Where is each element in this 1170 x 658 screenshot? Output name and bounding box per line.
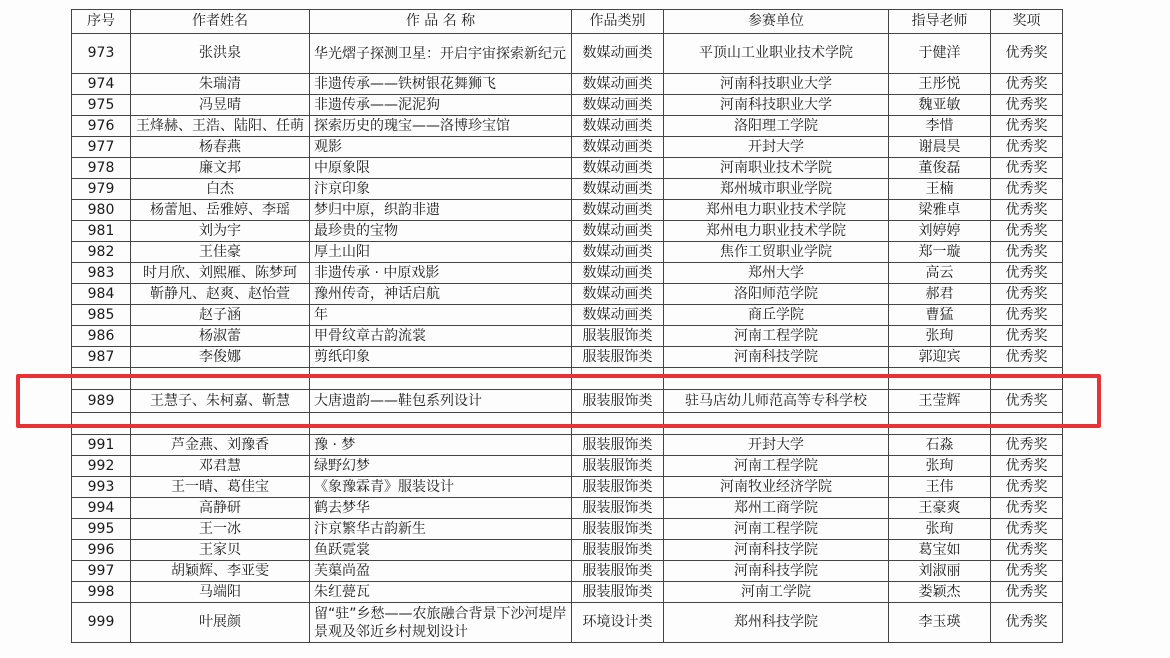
- cell-unit: 河南科技职业大学: [664, 74, 889, 95]
- cell-no: 992: [72, 456, 131, 477]
- cell-author: 刘为宇: [131, 221, 310, 242]
- cell-category: 服装服饰类: [572, 540, 664, 561]
- cell-unit: 郑州电力职业技术学院: [664, 221, 889, 242]
- cell-teacher: 曹猛: [889, 305, 991, 326]
- cell-unit: 郑州电力职业技术学院: [664, 200, 889, 221]
- cell-no: 978: [72, 158, 131, 179]
- cell-category: 数媒动画类: [572, 158, 664, 179]
- cell-category: 服装服饰类: [572, 326, 664, 347]
- cell-category: 服装服饰类: [572, 519, 664, 540]
- cell-no: 974: [72, 74, 131, 95]
- cell-author: 胡颖辉、李亚雯: [131, 561, 310, 582]
- cell-category: 数媒动画类: [572, 95, 664, 116]
- cell-author: 张洪泉: [131, 34, 310, 74]
- header-author: 作者姓名: [131, 10, 310, 34]
- cell-no: 996: [72, 540, 131, 561]
- gap-cell: [991, 413, 1063, 435]
- cell-no: 999: [72, 603, 131, 643]
- cell-author: 马端阳: [131, 582, 310, 603]
- cell-no: 985: [72, 305, 131, 326]
- table-row: [72, 263, 1063, 284]
- gap-cell: [664, 413, 889, 435]
- gap-cell: [572, 413, 664, 435]
- cell-category: 数媒动画类: [572, 305, 664, 326]
- gap-cell: [310, 413, 572, 435]
- cell-no: 995: [72, 519, 131, 540]
- cell-teacher: 董俊磊: [889, 158, 991, 179]
- cell-author: 王烽赫、王浩、陆阳、任萌: [131, 116, 310, 137]
- cell-work: 豫州传奇，神话启航: [310, 284, 572, 305]
- cell-unit: 河南工程学院: [664, 326, 889, 347]
- cell-teacher: 于健洋: [889, 34, 991, 74]
- cell-work: 鱼跃霓裳: [310, 540, 572, 561]
- cell-teacher: 郝君: [889, 284, 991, 305]
- table-row: [72, 540, 1063, 561]
- cell-teacher: 张珣: [889, 456, 991, 477]
- header-award: 奖项: [991, 10, 1063, 34]
- cell-award: 优秀奖: [991, 242, 1063, 263]
- cell-teacher: 葛宝如: [889, 540, 991, 561]
- cell-award: 优秀奖: [991, 179, 1063, 200]
- table-row: [72, 326, 1063, 347]
- cell-author: 王慧子、朱柯嘉、靳慧: [131, 390, 310, 413]
- cell-award: 优秀奖: [991, 456, 1063, 477]
- cell-author: 靳静凡、赵爽、赵怡萱: [131, 284, 310, 305]
- table-row: [72, 137, 1063, 158]
- gap-cell: [72, 368, 131, 390]
- cell-teacher: 王豪爽: [889, 498, 991, 519]
- cell-award: 优秀奖: [991, 74, 1063, 95]
- cell-award: 优秀奖: [991, 326, 1063, 347]
- cell-teacher: 郭迎宾: [889, 347, 991, 368]
- cell-teacher: 魏亚敏: [889, 95, 991, 116]
- cell-award: 优秀奖: [991, 284, 1063, 305]
- cell-award: 优秀奖: [991, 263, 1063, 284]
- table-row: [72, 347, 1063, 368]
- cell-no: 987: [72, 347, 131, 368]
- cell-author: 杨春燕: [131, 137, 310, 158]
- highlighted-row: [72, 390, 1063, 413]
- cell-award: 优秀奖: [991, 390, 1063, 413]
- cell-work: 甲骨纹章古韵流裳: [310, 326, 572, 347]
- cell-award: 优秀奖: [991, 603, 1063, 643]
- cell-teacher: 王楠: [889, 179, 991, 200]
- cell-no: 991: [72, 435, 131, 456]
- cell-teacher: 谢晨昊: [889, 137, 991, 158]
- header-no: 序号: [72, 10, 131, 34]
- cell-award: 优秀奖: [991, 305, 1063, 326]
- cell-work: 厚土山阳: [310, 242, 572, 263]
- cell-teacher: 李惜: [889, 116, 991, 137]
- cell-author: 杨淑蕾: [131, 326, 310, 347]
- cell-unit: 河南工程学院: [664, 519, 889, 540]
- cell-category: 数媒动画类: [572, 221, 664, 242]
- cell-award: 优秀奖: [991, 477, 1063, 498]
- header-unit: 参赛单位: [664, 10, 889, 34]
- cell-author: 王一晴、葛佳宝: [131, 477, 310, 498]
- cell-no: 997: [72, 561, 131, 582]
- gap-cell: [889, 368, 991, 390]
- cell-category: 服装服饰类: [572, 456, 664, 477]
- cell-category: 服装服饰类: [572, 435, 664, 456]
- cell-category: 服装服饰类: [572, 561, 664, 582]
- table-row: [72, 603, 1063, 643]
- cell-unit: 河南科技学院: [664, 540, 889, 561]
- cell-no: 976: [72, 116, 131, 137]
- cell-work: 芙蕖尚盈: [310, 561, 572, 582]
- cell-author: 朱瑞清: [131, 74, 310, 95]
- cell-category: 环境设计类: [572, 603, 664, 643]
- header-category: 作品类别: [572, 10, 664, 34]
- table-row: [72, 158, 1063, 179]
- cell-no: 994: [72, 498, 131, 519]
- cell-unit: 商丘学院: [664, 305, 889, 326]
- cell-no: 993: [72, 477, 131, 498]
- cell-teacher: 郑一璇: [889, 242, 991, 263]
- cell-work: 豫 · 梦: [310, 435, 572, 456]
- cell-award: 优秀奖: [991, 561, 1063, 582]
- cell-unit: 河南工程学院: [664, 456, 889, 477]
- cell-category: 数媒动画类: [572, 242, 664, 263]
- cell-author: 王一冰: [131, 519, 310, 540]
- cell-author: 冯昱晴: [131, 95, 310, 116]
- table-row: [72, 242, 1063, 263]
- cell-unit: 河南科技学院: [664, 561, 889, 582]
- cell-award: 优秀奖: [991, 221, 1063, 242]
- header-work: 作 品 名 称: [310, 10, 572, 34]
- table-row: [72, 116, 1063, 137]
- cell-unit: 驻马店幼儿师范高等专科学校: [664, 390, 889, 413]
- cell-category: 数媒动画类: [572, 200, 664, 221]
- cell-teacher: 李玉瑛: [889, 603, 991, 643]
- table-row: [72, 561, 1063, 582]
- cell-author: 高静研: [131, 498, 310, 519]
- cell-unit: 河南科技学院: [664, 347, 889, 368]
- table-row: [72, 200, 1063, 221]
- cell-work: 非遗传承——泥泥狗: [310, 95, 572, 116]
- cell-award: 优秀奖: [991, 137, 1063, 158]
- cell-award: 优秀奖: [991, 116, 1063, 137]
- cell-no: 984: [72, 284, 131, 305]
- cell-work: 中原象限: [310, 158, 572, 179]
- table-row: [72, 498, 1063, 519]
- table-row: [72, 519, 1063, 540]
- cell-category: 数媒动画类: [572, 179, 664, 200]
- cell-no: 975: [72, 95, 131, 116]
- cell-no: 980: [72, 200, 131, 221]
- gap-cell: [889, 413, 991, 435]
- cell-teacher: 石淼: [889, 435, 991, 456]
- cell-no: 977: [72, 137, 131, 158]
- cell-author: 时月欣、刘熙雁、陈梦珂: [131, 263, 310, 284]
- cell-category: 服装服饰类: [572, 477, 664, 498]
- cell-work: 汴京印象: [310, 179, 572, 200]
- row-gap: [72, 368, 1063, 390]
- cell-award: 优秀奖: [991, 582, 1063, 603]
- cell-author: 杨蕾旭、岳雅婷、李瑶: [131, 200, 310, 221]
- cell-teacher: 张珣: [889, 519, 991, 540]
- cell-author: 廉文邦: [131, 158, 310, 179]
- cell-unit: 平顶山工业职业技术学院: [664, 34, 889, 74]
- cell-author: 王佳豪: [131, 242, 310, 263]
- cell-author: 赵子涵: [131, 305, 310, 326]
- table-row: [72, 305, 1063, 326]
- cell-award: 优秀奖: [991, 498, 1063, 519]
- cell-teacher: 王伟: [889, 477, 991, 498]
- cell-author: 李俊娜: [131, 347, 310, 368]
- cell-award: 优秀奖: [991, 200, 1063, 221]
- table-row: [72, 179, 1063, 200]
- cell-no: 989: [72, 390, 131, 413]
- cell-work: 非遗传承 · 中原戏影: [310, 263, 572, 284]
- cell-category: 服装服饰类: [572, 582, 664, 603]
- cell-category: 数媒动画类: [572, 74, 664, 95]
- gap-cell: [664, 368, 889, 390]
- cell-award: 优秀奖: [991, 158, 1063, 179]
- table-row: [72, 435, 1063, 456]
- cell-author: 叶展颜: [131, 603, 310, 643]
- cell-teacher: 梁雅卓: [889, 200, 991, 221]
- cell-unit: 河南牧业经济学院: [664, 477, 889, 498]
- cell-work: 绿野幻梦: [310, 456, 572, 477]
- cell-no: 986: [72, 326, 131, 347]
- cell-category: 数媒动画类: [572, 137, 664, 158]
- gap-cell: [991, 368, 1063, 390]
- cell-category: 服装服饰类: [572, 390, 664, 413]
- cell-teacher: 刘淑丽: [889, 561, 991, 582]
- cell-work: 剪纸印象: [310, 347, 572, 368]
- cell-work: 鹤去梦华: [310, 498, 572, 519]
- gap-cell: [131, 413, 310, 435]
- cell-unit: 郑州工商学院: [664, 498, 889, 519]
- cell-work: 华光熠子探测卫星：开启宇宙探索新纪元: [310, 34, 572, 74]
- gap-cell: [131, 368, 310, 390]
- cell-teacher: 张珣: [889, 326, 991, 347]
- cell-work: 梦归中原，织韵非遗: [310, 200, 572, 221]
- cell-unit: 开封大学: [664, 137, 889, 158]
- cell-award: 优秀奖: [991, 347, 1063, 368]
- cell-teacher: 刘婷婷: [889, 221, 991, 242]
- cell-work: 大唐遗韵——鞋包系列设计: [310, 390, 572, 413]
- cell-work: 年: [310, 305, 572, 326]
- cell-teacher: 王莹辉: [889, 390, 991, 413]
- table-header-row: [72, 10, 1063, 34]
- table-row: [72, 34, 1063, 74]
- cell-teacher: 王彤悦: [889, 74, 991, 95]
- cell-author: 芦金燕、刘豫香: [131, 435, 310, 456]
- cell-category: 服装服饰类: [572, 498, 664, 519]
- cell-unit: 河南工学院: [664, 582, 889, 603]
- cell-work: 观影: [310, 137, 572, 158]
- cell-no: 973: [72, 34, 131, 74]
- cell-category: 数媒动画类: [572, 263, 664, 284]
- cell-no: 979: [72, 179, 131, 200]
- cell-teacher: 高云: [889, 263, 991, 284]
- cell-work: 汴京繁华古韵新生: [310, 519, 572, 540]
- gap-cell: [310, 368, 572, 390]
- gap-cell: [572, 368, 664, 390]
- cell-work: 探索历史的瑰宝——洛博珍宝馆: [310, 116, 572, 137]
- cell-unit: 焦作工贸职业学院: [664, 242, 889, 263]
- cell-author: 邓君慧: [131, 456, 310, 477]
- cell-work: 留“驻”乡愁——农旅融合背景下沙河堤岸景观及邻近乡村规划设计: [310, 603, 572, 643]
- cell-category: 数媒动画类: [572, 34, 664, 74]
- table-row: [72, 456, 1063, 477]
- cell-work: 《象豫霖青》服装设计: [310, 477, 572, 498]
- table-row: [72, 74, 1063, 95]
- row-gap: [72, 413, 1063, 435]
- cell-author: 王家贝: [131, 540, 310, 561]
- cell-unit: 郑州大学: [664, 263, 889, 284]
- cell-no: 981: [72, 221, 131, 242]
- cell-award: 优秀奖: [991, 95, 1063, 116]
- gap-cell: [72, 413, 131, 435]
- cell-no: 983: [72, 263, 131, 284]
- table-row: [72, 477, 1063, 498]
- table-row: [72, 221, 1063, 242]
- cell-category: 服装服饰类: [572, 347, 664, 368]
- table-row: [72, 582, 1063, 603]
- cell-teacher: 娄颖杰: [889, 582, 991, 603]
- cell-unit: 郑州科技学院: [664, 603, 889, 643]
- cell-work: 非遗传承——铁树银花舞狮飞: [310, 74, 572, 95]
- cell-unit: 郑州城市职业学院: [664, 179, 889, 200]
- cell-unit: 洛阳师范学院: [664, 284, 889, 305]
- cell-author: 白杰: [131, 179, 310, 200]
- cell-award: 优秀奖: [991, 540, 1063, 561]
- award-table: [71, 9, 1063, 643]
- cell-category: 数媒动画类: [572, 116, 664, 137]
- cell-no: 998: [72, 582, 131, 603]
- cell-work: 最珍贵的宝物: [310, 221, 572, 242]
- cell-unit: 河南科技职业大学: [664, 95, 889, 116]
- cell-award: 优秀奖: [991, 34, 1063, 74]
- header-teacher: 指导老师: [889, 10, 991, 34]
- cell-unit: 洛阳理工学院: [664, 116, 889, 137]
- cell-no: 982: [72, 242, 131, 263]
- cell-unit: 开封大学: [664, 435, 889, 456]
- cell-award: 优秀奖: [991, 519, 1063, 540]
- table-row: [72, 95, 1063, 116]
- cell-work: 朱红甍瓦: [310, 582, 572, 603]
- cell-unit: 河南职业技术学院: [664, 158, 889, 179]
- table-row: [72, 284, 1063, 305]
- cell-award: 优秀奖: [991, 435, 1063, 456]
- cell-category: 数媒动画类: [572, 284, 664, 305]
